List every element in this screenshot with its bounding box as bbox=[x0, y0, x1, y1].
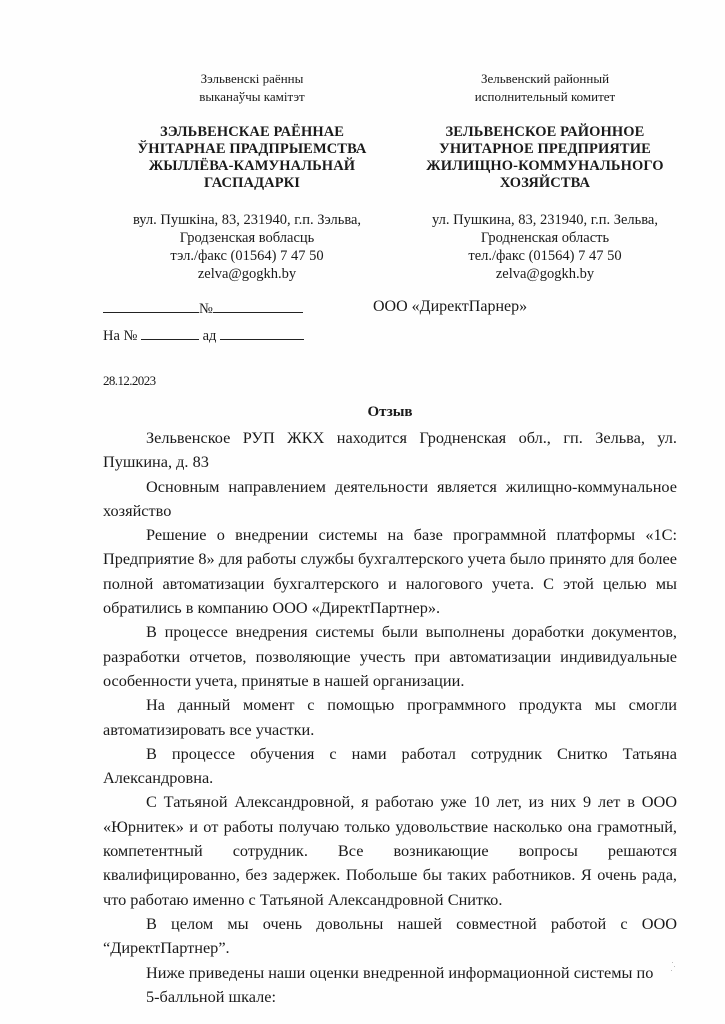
header-left-belarusian bbox=[132, 70, 367, 283]
org-title bbox=[398, 124, 692, 192]
org-title-line: ЎНІТАРНАЕ ПРАДПРЫЕМСТВА bbox=[137, 141, 367, 157]
paragraph: В процессе обучения с нами работал сотрудник Снитко Татьяна Александровна. bbox=[103, 743, 677, 788]
org-title-line: ЗЭЛЬВЕНСКАЕ РАЁННАЕ bbox=[159, 124, 345, 140]
date-blank bbox=[103, 299, 199, 313]
outgoing-number-line bbox=[103, 296, 304, 323]
email-line: zelva@gogkh.by bbox=[495, 266, 595, 282]
address-line: Гродзенская вобласць bbox=[179, 230, 315, 246]
org-title-line: УНИТАРНОЕ ПРЕДПРИЯТИЕ bbox=[439, 141, 651, 157]
paragraph: В целом мы очень довольны нашей совместной работой с ООО “ДиректПартнер”. bbox=[103, 913, 677, 958]
org-title-line: ЖИЛИЩНО-КОММУНАЛЬНОГО bbox=[426, 158, 664, 174]
reply-reference-line bbox=[103, 323, 304, 350]
reply-prefix: На № bbox=[103, 328, 138, 344]
registration-block bbox=[103, 296, 304, 350]
address-line: ул. Пушкина, 83, 231940, г.п. Зельва, bbox=[432, 212, 658, 228]
org-title-line: ЖЫЛЛЁВА-КАМУНАЛЬНАЙ bbox=[148, 158, 356, 174]
paragraph: В процессе внедрения системы были выполнены доработки документов, разработки отчетов, позволяющие учесть при автоматизации индивидуальные особенности учета, принятые в нашей организации. bbox=[103, 622, 677, 690]
scan-speck bbox=[672, 962, 673, 963]
paragraph: Зельвенское РУП ЖКХ находится Гродненская обл., гп. Зельва, ул. Пушкина, д. 83 bbox=[103, 428, 677, 472]
phone-fax-line: тэл./факс (01564) 7 47 50 bbox=[170, 248, 324, 264]
recipient: ООО «ДиректПарнер» bbox=[373, 298, 528, 315]
org-title-line: ГАСПАДАРКІ bbox=[203, 175, 301, 191]
header-right-russian bbox=[410, 70, 680, 283]
number-blank bbox=[213, 299, 303, 313]
document-title: Отзыв bbox=[367, 404, 413, 420]
paragraph: На данный момент с помощью программного продукта мы смогли автоматизировать все участки. bbox=[103, 695, 677, 739]
org-title bbox=[118, 124, 386, 192]
committee-line-2: исполнительный комитет bbox=[474, 89, 616, 104]
email-line: zelva@gogkh.by bbox=[197, 266, 297, 282]
committee-line-2: выканаўчы камітэт bbox=[199, 89, 305, 104]
number-sign: № bbox=[199, 301, 213, 317]
paragraph: Ниже приведены наши оценки внедренной информационной системы по 5-балльной шкале: bbox=[146, 962, 654, 1006]
org-address bbox=[400, 211, 690, 283]
address-line: Гродненская область bbox=[480, 230, 610, 246]
paragraph: Основным направлением деятельности является жилищно-коммунальное хозяйство bbox=[103, 476, 677, 520]
committee-line-1: Зельвенский районный bbox=[480, 71, 610, 86]
reply-date-blank bbox=[220, 326, 304, 340]
org-title-line: ЗЕЛЬВЕНСКОЕ РАЙОННОЕ bbox=[445, 124, 645, 140]
org-title-line: ХОЗЯЙСТВА bbox=[499, 175, 591, 191]
org-address bbox=[108, 211, 386, 283]
phone-fax-line: тел./факс (01564) 7 47 50 bbox=[468, 248, 622, 264]
paragraph: Решение о внедрении системы на базе программной платформы «1С: Предприятие 8» для работы службы бухгалтерского учета было принято для более полной автоматизации бухгалтерского и налогового учета. С этой целью мы обратились в компанию ООО «ДиректПартнер». bbox=[103, 525, 677, 618]
committee-line-1: Зэльвенскі раённы bbox=[200, 71, 304, 86]
scan-speck bbox=[674, 966, 675, 967]
reply-number-blank bbox=[141, 326, 199, 340]
scan-speck bbox=[671, 970, 672, 971]
document-body bbox=[103, 426, 677, 1009]
address-line: вул. Пушкіна, 83, 231940, г.п. Зэльва, bbox=[132, 212, 362, 228]
document-date: 28.12.2023 bbox=[103, 373, 156, 388]
reply-from-label: ад bbox=[202, 328, 217, 344]
paragraph: С Татьяной Александровной, я работаю уже 10 лет, из них 9 лет в ООО «Юрнитек» и от работы получаю только удовольствие насколько она грамотный, компетентный сотрудник. Все возникающие вопросы решаются квалифицированно, без задержек. Побольше бы таких работников. Я очень рада, что работаю именно с Татьяной Александровной Снитко. bbox=[103, 792, 677, 909]
